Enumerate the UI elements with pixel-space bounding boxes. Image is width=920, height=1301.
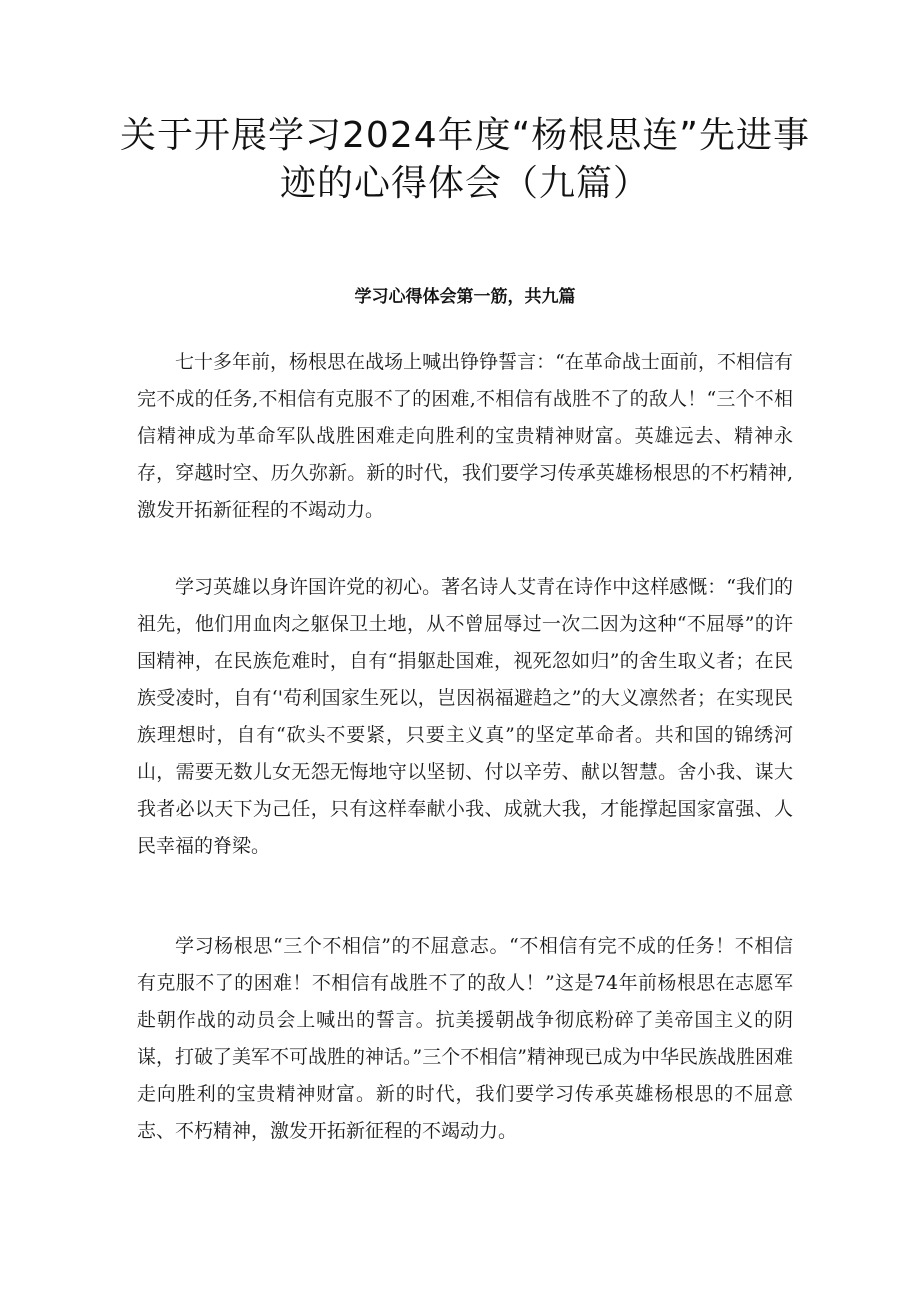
section-heading: 学习心得体会第一筋，共九篇 xyxy=(354,287,576,307)
paragraph-1: 七十多年前，杨根思在战场上喊出铮铮誓言：“在革命战士面前，不相信有完不成的任务,不相信有克服不了的困难,不相信有战胜不了的敌人！“三个不相信精神成为革命军队战胜困难走向胜利的宝贵精神财富。英雄远去、精神永存，穿越时空、历久弥新。新的时代，我们要学习传承英雄杨根思的不朽精神,激发开拓新征程的不竭动力。 xyxy=(137,351,793,521)
paragraph-3: 学习杨根思“三个不相信”的不屈意志。“不相信有完不成的任务！不相信有克服不了的困难！不相信有战胜不了的敌人！”这是74年前杨根思在志愿军赴朝作战的动员会上喊出的誓言。抗美援朝战争彻底粉碎了美帝国主义的阴谋，打破了美军不可战胜的神话。”三个不相信”精神现已成为中华民族战胜困难走向胜利的宝贵精神财富。新的时代，我们要学习传承英雄杨根思的不屈意志、不朽精神，激发开拓新征程的不竭动力。 xyxy=(137,935,793,1142)
document-title xyxy=(120,112,810,208)
paragraph-2: 学习英雄以身许国许党的初心。著名诗人艾青在诗作中这样感慨：“我们的祖先，他们用血肉之躯保卫土地，从不曾屈辱过一次二因为这种“不屈辱”的许国精神，在民族危难时，自有“捐躯赴国难，视死忽如归”的舍生取义者；在民族受凌时，自有‘'苟利国家生死以，岂因祸福避趋之”的大义凛然者；在实现民族理想时，自有“砍头不要紧，只要主义真”的坚定革命者。共和国的锦绣河山，需要无数儿女无怨无悔地守以坚韧、付以辛劳、献以智慧。舍小我、谋大我者必以天下为己任，只有这样奉献小我、成就大我，才能撑起国家富强、人民幸福的脊梁。 xyxy=(137,576,793,857)
document-title-line-1: 关于开展学习2024年度“杨根思连”先进事 xyxy=(120,115,810,156)
document-title-line-2: 迹的心得体会（九篇） xyxy=(279,163,650,204)
